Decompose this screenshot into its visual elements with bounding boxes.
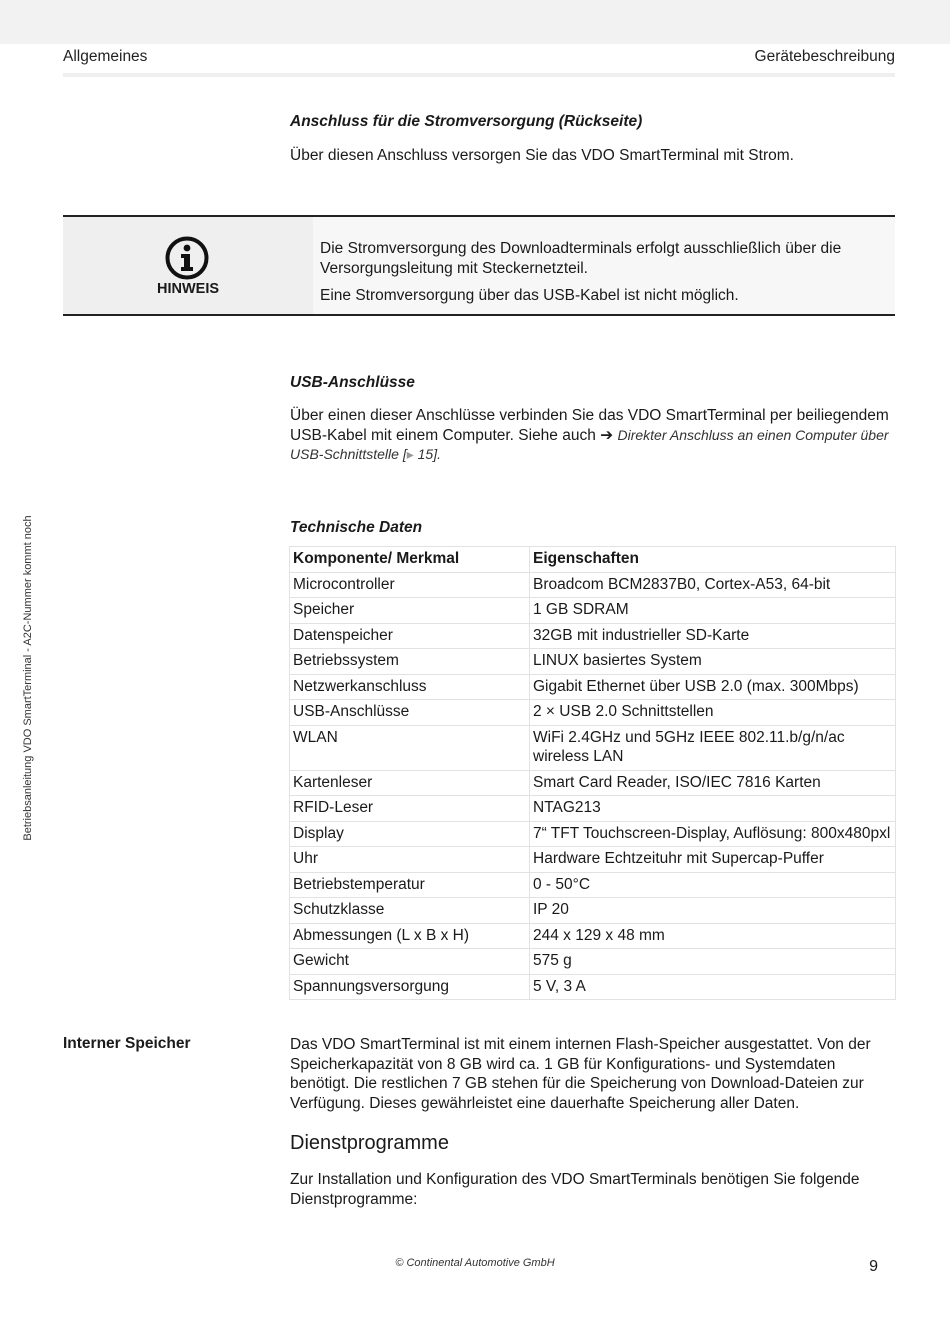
tech-heading: Technische Daten (290, 519, 423, 536)
sidebar-document-title: Betriebsanleitung VDO SmartTerminal - A2C-Nummer kommt noch (22, 515, 34, 841)
table-cell-property: Broadcom BCM2837B0, Cortex-A53, 64-bit (530, 572, 896, 598)
arrow-right-icon: ➔ (600, 426, 614, 444)
table-cell-property: 1 GB SDRAM (530, 598, 896, 624)
table-row (290, 898, 896, 924)
table-cell-component: Gewicht (290, 949, 530, 975)
table-row (290, 649, 896, 675)
table-cell-component: Kartenleser (290, 770, 530, 796)
table-row (290, 796, 896, 822)
spec-table (289, 546, 896, 1000)
table-cell-component: Display (290, 821, 530, 847)
cross-reference-end: ]. (433, 446, 441, 462)
usb-heading: USB-Anschlüsse (290, 374, 415, 391)
info-icon (165, 236, 209, 280)
header-chapter: Gerätebeschreibung (754, 48, 895, 65)
table-cell-component: Speicher (290, 598, 530, 624)
table-row (290, 674, 896, 700)
table-cell-property: NTAG213 (530, 796, 896, 822)
table-cell-component: USB-Anschlüsse (290, 700, 530, 726)
notice-icon-column (63, 217, 313, 314)
table-cell-component: Uhr (290, 847, 530, 873)
column-header-component: Komponente/ Merkmal (290, 547, 530, 573)
header-rule (63, 73, 895, 77)
table-cell-property: Smart Card Reader, ISO/IEC 7816 Karten (530, 770, 896, 796)
table-cell-component: Datenspeicher (290, 623, 530, 649)
usb-text-body: Über einen dieser Anschlüsse verbinden Sie das VDO SmartTerminal per beiliegendem USB-Kabel mit einem Computer. Siehe auch (290, 407, 889, 444)
page-number: 9 (869, 1258, 878, 1275)
table-cell-property: 5 V, 3 A (530, 974, 896, 1000)
table-row (290, 725, 896, 770)
cross-reference-text: Direkter Anschluss an einen Computer über USB-Schnittstelle [ (290, 426, 889, 462)
table-cell-component: Microcontroller (290, 572, 530, 598)
storage-label: Interner Speicher (63, 1035, 191, 1052)
table-cell-property: IP 20 (530, 898, 896, 924)
table-row (290, 974, 896, 1000)
notice-line-1: Die Stromversorgung des Downloadterminals erfolgt ausschließlich über die Versorgungsleitung mit Steckernetzteil. (320, 240, 842, 277)
table-cell-property: Hardware Echtzeituhr mit Supercap-Puffer (530, 847, 896, 873)
table-row (290, 821, 896, 847)
table-row (290, 923, 896, 949)
table-row (290, 623, 896, 649)
storage-text: Das VDO SmartTerminal ist mit einem internen Flash-Speicher ausgestattet. Von der Speicherkapazität von 8 GB wird ca. 1 GB für Konfigurations- und Systemdaten benötigt. Die restlichen 7 GB stehen für die Speicherung von Download-Dateien zur Verfügung. Dieses gewährleistet eine dauerhafte Speicherung aller Daten. (290, 1036, 871, 1112)
table-row (290, 949, 896, 975)
table-cell-property: 2 × USB 2.0 Schnittstellen (530, 700, 896, 726)
power-text: Über diesen Anschluss versorgen Sie das VDO SmartTerminal mit Strom. (290, 147, 794, 164)
column-header-properties: Eigenschaften (530, 547, 896, 573)
cross-reference-page: 15 (417, 446, 434, 462)
notice-box (63, 215, 895, 316)
table-cell-component: Betriebssystem (290, 649, 530, 675)
notice-text (320, 239, 880, 314)
table-row (290, 770, 896, 796)
table-cell-property: LINUX basiertes System (530, 649, 896, 675)
table-cell-property: Gigabit Ethernet über USB 2.0 (max. 300Mbps) (530, 674, 896, 700)
table-cell-component: Schutzklasse (290, 898, 530, 924)
table-cell-property: 244 x 129 x 48 mm (530, 923, 896, 949)
table-cell-property: 32GB mit industrieller SD-Karte (530, 623, 896, 649)
table-cell-property: 575 g (530, 949, 896, 975)
table-cell-component: Abmessungen (L x B x H) (290, 923, 530, 949)
top-band (0, 0, 950, 44)
table-cell-component: WLAN (290, 725, 530, 770)
notice-label: HINWEIS (156, 281, 220, 297)
table-row (290, 872, 896, 898)
page-arrow-icon: ▸ (406, 446, 414, 462)
table-cell-property: WiFi 2.4GHz und 5GHz IEEE 802.11.b/g/n/ac wireless LAN (530, 725, 896, 770)
power-heading: Anschluss für die Stromversorgung (Rückseite) (290, 113, 643, 130)
table-row (290, 700, 896, 726)
tools-heading: Dienstprogramme (290, 1132, 449, 1154)
table-header-row (290, 547, 896, 573)
table-row (290, 572, 896, 598)
usb-text (290, 406, 895, 465)
tools-text: Zur Installation und Konfiguration des VDO SmartTerminals benötigen Sie folgende Dienstprogramme: (290, 1171, 860, 1208)
table-row (290, 847, 896, 873)
table-cell-component: Betriebstemperatur (290, 872, 530, 898)
table-cell-property: 7“ TFT Touchscreen-Display, Auflösung: 800x480pxl (530, 821, 896, 847)
table-cell-component: RFID-Leser (290, 796, 530, 822)
table-row (290, 598, 896, 624)
footer-copyright: © Continental Automotive GmbH (395, 1257, 555, 1269)
table-cell-component: Netzwerkanschluss (290, 674, 530, 700)
table-cell-component: Spannungsversorgung (290, 974, 530, 1000)
notice-line-2: Eine Stromversorgung über das USB-Kabel ist nicht möglich. (320, 287, 739, 304)
table-cell-property: 0 - 50°C (530, 872, 896, 898)
header-section: Allgemeines (63, 48, 148, 65)
